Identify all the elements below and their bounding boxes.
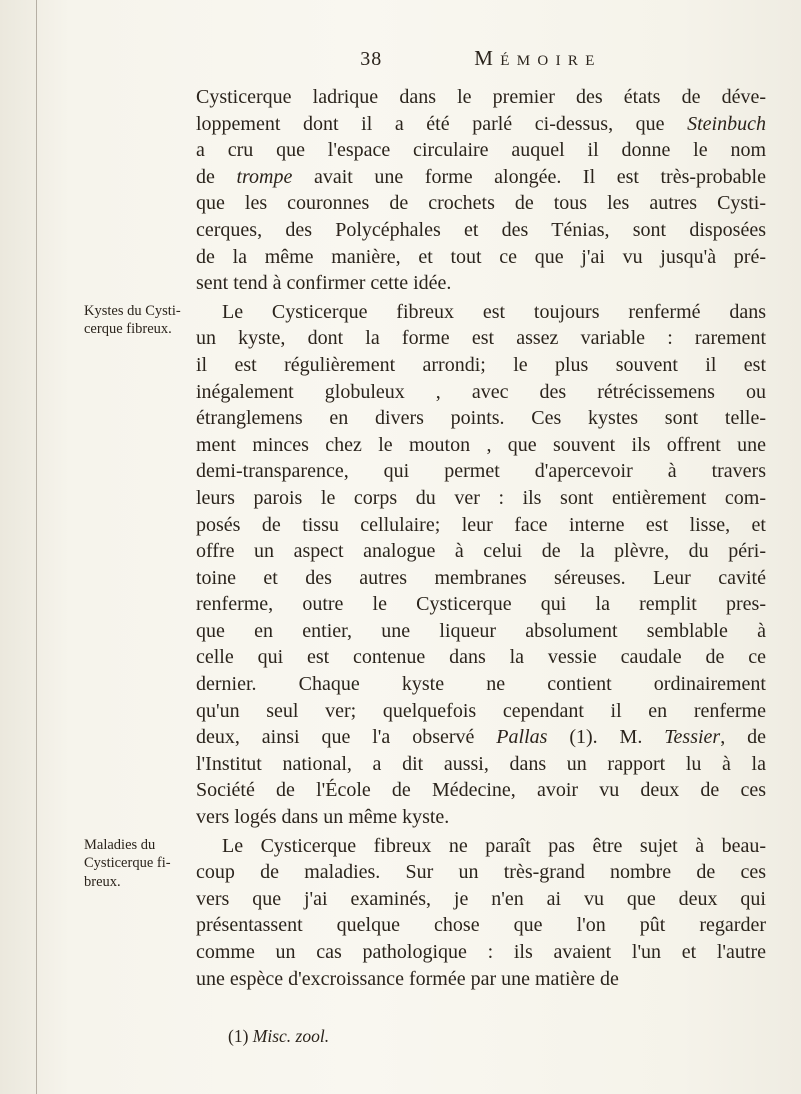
paragraph: [84, 833, 766, 993]
binding-edge-line: [36, 0, 37, 1094]
text-column: [84, 84, 766, 992]
footnote: [196, 1026, 766, 1047]
text-line: un kyste, dont la forme est assez variable : rarement: [196, 327, 766, 350]
paragraph: [84, 299, 766, 831]
text-line: dernier. Chaque kyste ne contient ordinairement: [196, 673, 766, 696]
text-line: il est régulièrement arrondi; le plus souvent il est: [196, 353, 766, 376]
text-line: cerques, des Polycéphales et des Ténias, sont disposées: [196, 218, 766, 241]
margin-note-line: Kystes du Cysti-: [84, 302, 181, 319]
text-line: leurs parois le corps du ver : ils sont entièrement com-: [196, 486, 766, 509]
text-line: qu'un seul ver; quelquefois cependant il en renferme: [196, 699, 766, 722]
text-line: deux, ainsi que l'a observé Pallas (1). M. Tessier, de: [196, 726, 766, 749]
text-line: posés de tissu cellulaire; leur face interne est lisse, et: [196, 513, 766, 536]
text-line: que les couronnes de crochets de tous les autres Cysti-: [196, 192, 766, 215]
margin-note-line: breux.: [84, 873, 121, 890]
text-line: demi-transparence, qui permet d'apercevoir à travers: [196, 460, 766, 483]
running-title: Mémoire: [474, 46, 602, 70]
text-line: renferme, outre le Cysticerque qui la remplit pres-: [196, 593, 766, 616]
margin-note: [84, 302, 184, 339]
text-line: comme un cas pathologique : ils avaient l'un et l'autre: [196, 941, 766, 963]
text-line: a cru que l'espace circulaire auquel il donne le nom: [196, 139, 766, 162]
text-line: ment minces chez le mouton , que souvent ils offrent une: [196, 433, 766, 456]
text-line: que en entier, une liqueur absolument semblable à: [196, 619, 766, 642]
text-line: l'Institut national, a dit aussi, dans un rapport lu à la: [196, 752, 766, 775]
text-line: inégalement globuleux , avec des rétrécissemens ou: [196, 380, 766, 403]
text-line: présentassent quelque chose que l'on pût regarder: [196, 914, 766, 937]
text-line: Cysticerque ladrique dans le premier des états de déve-: [196, 86, 766, 108]
margin-note-line: cerque fibreux.: [84, 321, 172, 338]
text-line: une espèce d'excroissance formée par une matière de: [196, 967, 619, 990]
text-line: offre un aspect analogue à celui de la plèvre, du péri-: [196, 540, 766, 563]
page-number: 38: [360, 48, 383, 70]
text-line: celle qui est contenue dans la vessie caudale de ce: [196, 646, 766, 669]
footnote-text: (1) Misc. zool.: [228, 1026, 330, 1046]
text-line: Le Cysticerque fibreux est toujours renfermé dans: [222, 300, 766, 323]
text-line: de la même manière, et tout ce que j'ai vu jusqu'à pré-: [196, 245, 766, 268]
text-line: vers logés dans un même kyste.: [196, 806, 450, 829]
text-line: de trompe avait une forme alongée. Il est très-probable: [196, 165, 766, 188]
paragraph: [196, 84, 766, 297]
page-header: [196, 46, 766, 71]
text-line: sent tend à confirmer cette idée.: [196, 272, 452, 295]
margin-note: [84, 836, 184, 892]
margin-note-line: Maladies du: [84, 836, 156, 853]
text-line: coup de maladies. Sur un très-grand nombre de ces: [196, 861, 766, 884]
text-line: loppement dont il a été parlé ci-dessus, que Steinbuch: [196, 112, 766, 135]
text-line: vers que j'ai examinés, je n'en ai vu que deux qui: [196, 887, 766, 910]
margin-note-line: Cysticerque fi-: [84, 855, 171, 872]
text-line: étranglemens en divers points. Ces kystes sont telle-: [196, 407, 766, 430]
text-line: Société de l'École de Médecine, avoir vu deux de ces: [196, 779, 766, 802]
text-line: toine et des autres membranes séreuses. Leur cavité: [196, 566, 766, 589]
text-line: Le Cysticerque fibreux ne paraît pas être sujet à beau-: [222, 834, 766, 857]
